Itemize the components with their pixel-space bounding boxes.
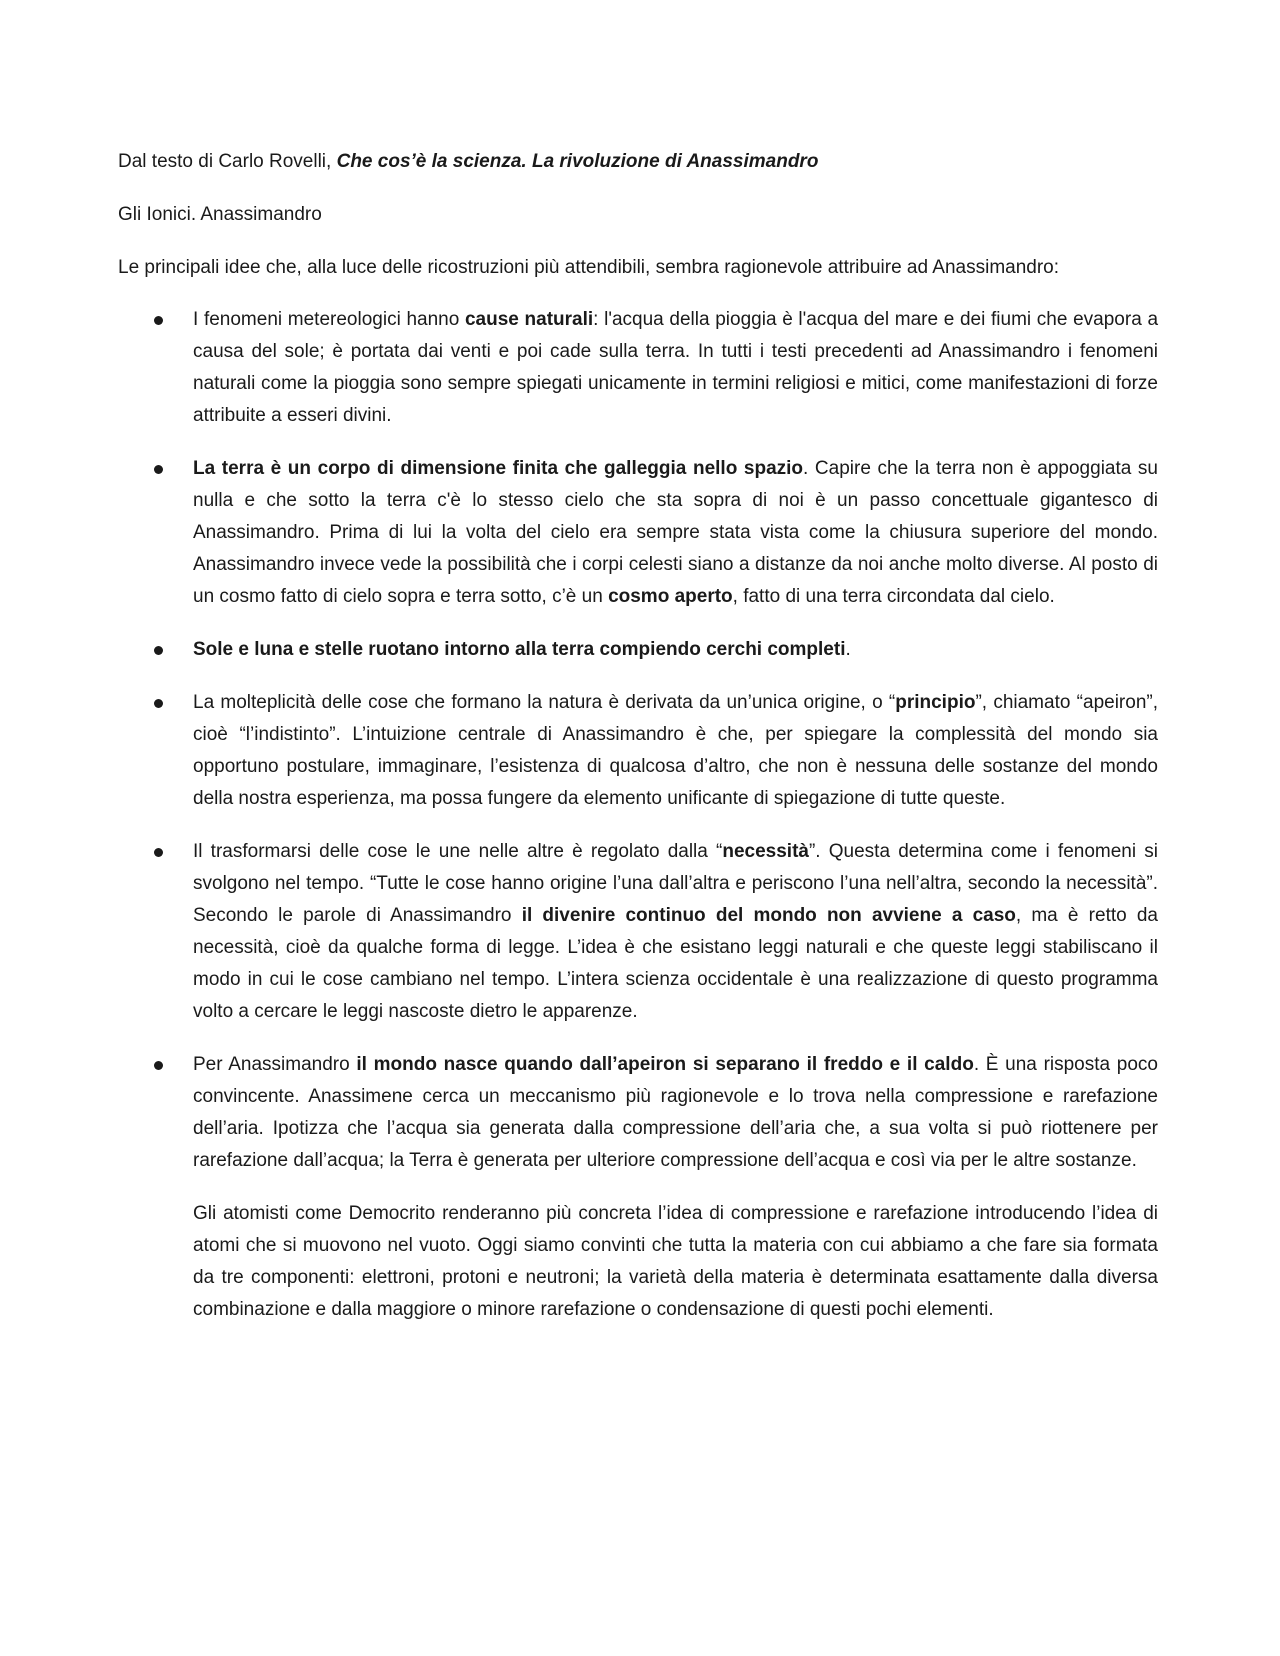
body-text: Il trasformarsi delle cose le une nelle altre è regolato dalla “	[193, 841, 723, 862]
list-item-paragraph	[193, 1198, 1158, 1326]
book-title: Che cos’è la scienza. La rivoluzione di Anassimandro	[336, 151, 819, 172]
body-text: . È una risposta poco convincente. Anassimene cerca un meccanismo più ragionevole e lo trova nella compressione e rarefazione dell’aria. Ipotizza che l’acqua sia generata dalla compressione dell’aria che, a sua volta si può riottenere per rarefazione dall’acqua; la Terra è generata per ulteriore compressione dell’acqua e così via per le altre sostanze.	[193, 1054, 1158, 1171]
bullet-icon	[154, 465, 163, 474]
body-text: : l'acqua della pioggia è l'acqua del mare e dei fiumi che evapora a causa del sole; è portata dai venti e poi cade sulla terra. In tutti i testi precedenti ad Anassimandro i fenomeni naturali come la pioggia sono sempre spiegati unicamente in termini religiosi e mitici, come manifestazioni di forze attribuite a esseri divini.	[193, 309, 1159, 426]
body-text: ”, chiamato “apeiron”, cioè “l’indistinto”. L’intuizione centrale di Anassimandro è che, per spiegare la complessità del mondo sia opportuno postulare, immaginare, l’esistenza di qualcosa d’altro, che non è nessuna delle sostanze del mondo della nostra esperienza, ma possa fungere da elemento unificante di spiegazione di tutte queste.	[193, 692, 1158, 809]
emphasis-text: il mondo nasce quando dall’apeiron si separano il freddo e il caldo	[356, 1054, 974, 1075]
list-item-paragraph	[193, 687, 1158, 815]
document-page	[118, 146, 1158, 1347]
source-citation	[118, 146, 1158, 178]
bullet-icon	[154, 646, 163, 655]
body-text: Per Anassimandro	[193, 1054, 357, 1075]
body-text: .	[845, 639, 851, 660]
body-text: , ma è retto da necessità, cioè da qualche forma di legge. L’idea è che esistano leggi naturali e che queste leggi stabiliscano il modo in cui le cose cambiano nel tempo. L’intera scienza occidentale è una realizzazione di questo programma volto a cercare le leggi nascoste dietro le apparenze.	[193, 905, 1158, 1022]
bullet-icon	[154, 316, 163, 325]
section-title: Gli Ionici. Anassimandro	[118, 204, 322, 225]
list-item-paragraph	[193, 836, 1158, 1028]
body-text: . Capire che la terra non è appoggiata su nulla e che sotto la terra c'è lo stesso cielo che sta sopra di noi è un passo concettuale gigantesco di Anassimandro. Prima di lui la volta del cielo era sempre stata vista come la chiusura superiore del mondo. Anassimandro invece vede la possibilità che i corpi celesti siano a distanze da noi anche molto diverse. Al posto di un cosmo fatto di cielo sopra e terra sotto, c’è un	[193, 458, 1158, 607]
body-text: I fenomeni metereologici hanno	[193, 309, 465, 330]
ideas-list	[118, 304, 1158, 1326]
list-item	[118, 687, 1158, 815]
list-item	[118, 836, 1158, 1028]
body-text: , fatto di una terra circondata dal cielo.	[732, 586, 1055, 607]
source-prefix: Dal testo di Carlo Rovelli,	[118, 151, 337, 172]
list-item	[118, 304, 1158, 432]
emphasis-text: necessità	[722, 841, 809, 862]
list-item	[118, 1049, 1158, 1326]
list-item-paragraph	[193, 453, 1158, 613]
bullet-icon	[154, 1061, 163, 1070]
bullet-icon	[154, 848, 163, 857]
list-item-paragraph	[193, 1049, 1158, 1177]
emphasis-text: Sole e luna e stelle ruotano intorno alla terra compiendo cerchi completi	[193, 639, 846, 660]
emphasis-text: cosmo aperto	[608, 586, 733, 607]
intro-paragraph: Le principali idee che, alla luce delle ricostruzioni più attendibili, sembra ragionevole attribuire ad Anassimandro:	[118, 257, 1060, 278]
list-item	[118, 634, 1158, 666]
body-text: La molteplicità delle cose che formano la natura è derivata da un’unica origine, o “	[193, 692, 896, 713]
emphasis-text: La terra è un corpo di dimensione finita che galleggia nello spazio	[193, 458, 804, 479]
body-text: Gli atomisti come Democrito renderanno più concreta l’idea di compressione e rarefazione introducendo l’idea di atomi che si muovono nel vuoto. Oggi siamo convinti che tutta la materia con cui abbiamo a che fare sia formata da tre componenti: elettroni, protoni e neutroni; la varietà della materia è determinata esattamente dalla diversa combinazione e dalla maggiore o minore rarefazione o condensazione di questi pochi elementi.	[193, 1203, 1158, 1320]
list-item-paragraph	[193, 634, 1158, 666]
emphasis-text: il divenire continuo del mondo non avviene a caso	[521, 905, 1016, 926]
bullet-icon	[154, 699, 163, 708]
list-item-paragraph	[193, 304, 1158, 432]
list-item	[118, 453, 1158, 613]
emphasis-text: cause naturali	[464, 309, 594, 330]
body-text: ”. Questa determina come i fenomeni si svolgono nel tempo. “Tutte le cose hanno origine l’una dall’altra e periscono l’una nell’altra, secondo la necessità”. Secondo le parole di Anassimandro	[193, 841, 1158, 926]
emphasis-text: principio	[895, 692, 976, 713]
